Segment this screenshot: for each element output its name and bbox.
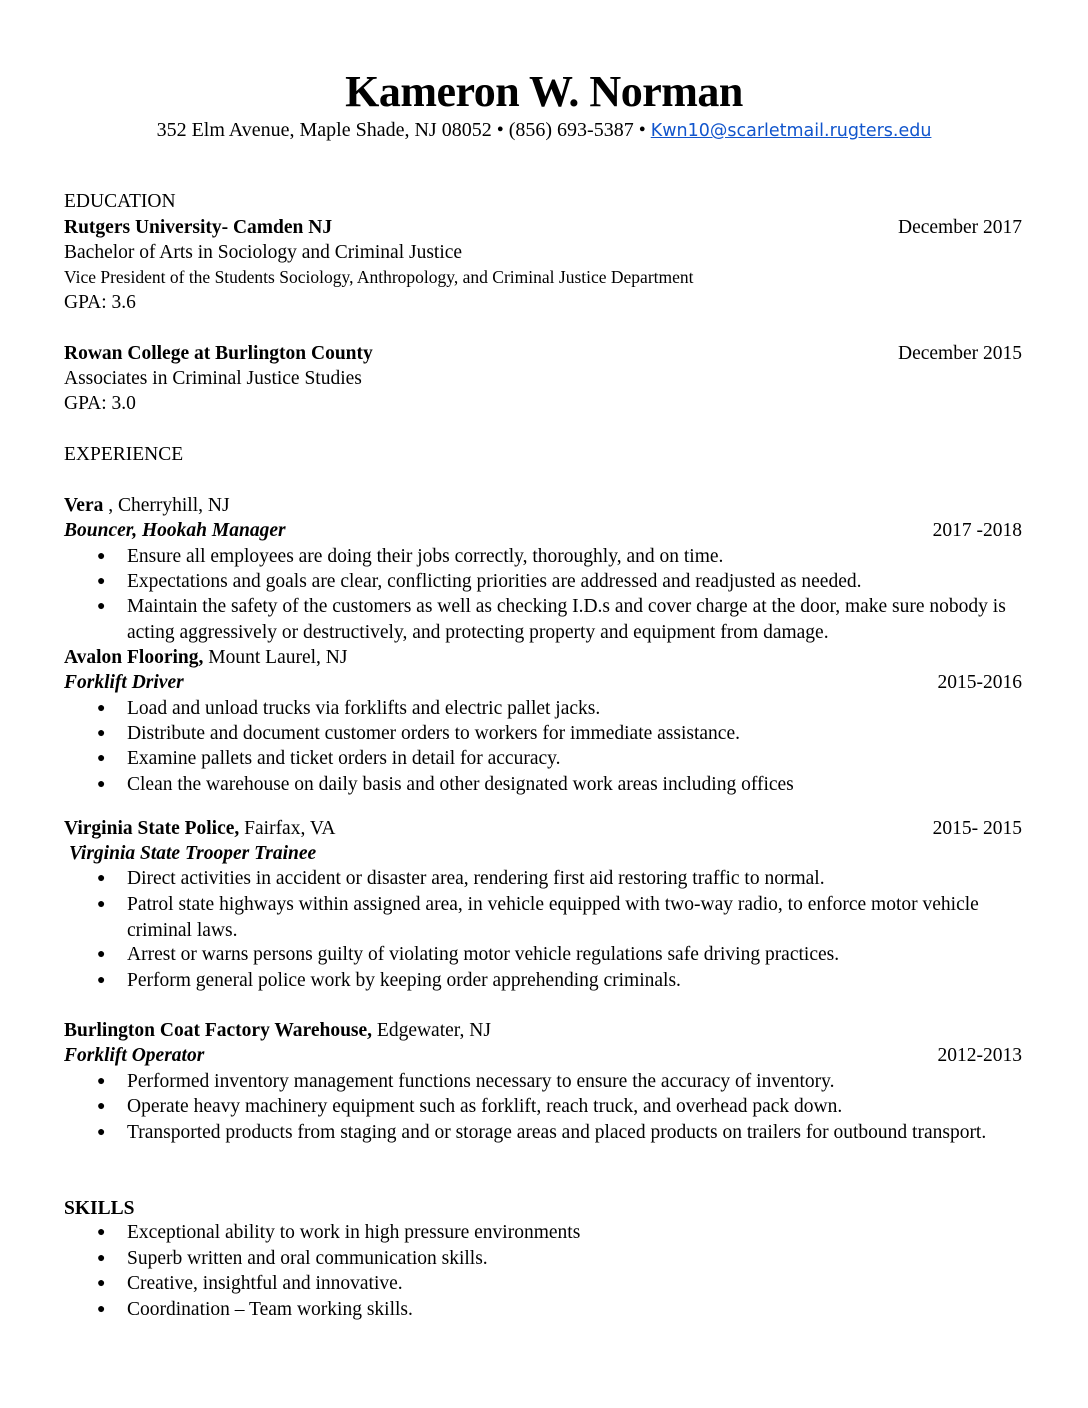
education-entry-school [64, 215, 1022, 240]
bullet-icon: ● [97, 701, 106, 716]
bullet-icon: ● [97, 1276, 106, 1291]
bullet-icon: ● [97, 1099, 106, 1114]
job-employer [64, 816, 1022, 841]
degree: Associates in Criminal Justice Studies [64, 368, 362, 389]
education-note: Vice President of the Students Sociology, Anthropology, and Criminal Justice Department [64, 267, 694, 287]
job-title: Forklift Driver [64, 672, 184, 693]
job-dates: 2012-2013 [937, 1045, 1022, 1066]
bullet-icon: ● [97, 1251, 106, 1266]
bullet-icon: ● [97, 726, 106, 741]
bullet-icon: ● [97, 599, 106, 614]
company-name: Avalon Flooring, [64, 647, 204, 668]
job-dates: 2017 -2018 [932, 520, 1022, 541]
job-title-row [64, 670, 1022, 695]
bullet-icon: ● [97, 549, 106, 564]
skills-heading: SKILLS [64, 1198, 135, 1219]
bullet-icon: ● [97, 1302, 106, 1317]
job-title-row [64, 1043, 1022, 1068]
bullet-icon: ● [97, 751, 106, 766]
job-dates: 2015-2016 [937, 672, 1022, 693]
gpa: GPA: 3.0 [64, 393, 136, 414]
job-location: Edgewater, NJ [372, 1020, 491, 1041]
education-entry-school [64, 341, 1022, 366]
separator: • [496, 119, 504, 141]
job-title-row [64, 518, 1022, 543]
bullet-icon: ● [97, 1225, 106, 1240]
school-name: Rowan College at Burlington County [64, 343, 373, 364]
graduation-date: December 2015 [898, 343, 1022, 364]
company-name: Virginia State Police, [64, 818, 240, 839]
email-link[interactable]: Kwn10@scarletmail.rugters.edu [650, 121, 932, 141]
job-title-row [69, 841, 1022, 866]
job-location: Mount Laurel, NJ [203, 647, 348, 668]
experience-heading: EXPERIENCE [64, 444, 184, 465]
contact-line [0, 117, 1088, 144]
job-location: Fairfax, VA [239, 818, 336, 839]
bullet-icon: ● [97, 1074, 106, 1089]
bullet-icon: ● [97, 947, 106, 962]
resume-page: Kameron W. Norman 352 Elm Avenue, Maple Shade, NJ 08052 • (856) 693-5387 • Kwn10@scarletmail.rugters.edu EDUCATION Rutgers University- Camden NJ December 2017 Bachelor of Arts in Sociology and Criminal Justice Vice President of the Students Sociology, Anthropology, and Criminal Justice Department GPA: 3.6 Rowan College at Burlington County December 2015 Associates in Criminal Justice Studies GPA: 3.0 EXPERIENCE Vera , Cherryhill, NJ Bouncer, Hookah Manager 2017 -2018 ● Ensure all employees are doing their jobs correctly, thoroughly, and on time. ● Expectations and goals are clear, conflicting priorities are addressed and readjusted as needed. ● Maintain the safety of the customers as well as checking I.D.s and cover charge at the door, make sure nobody is acting aggressively or destructively, and protecting property and equipment from damage. Avalon Flooring, Mount Laurel, NJ Forklift Driver 2015-2016 ● Load and unload trucks via forklifts and electric pallet jacks. ● Distribute and document customer orders to workers for immediate assistance. ● Examine pallets and ticket orders in detail for accuracy. ● Clean the warehouse on daily basis and other designated work areas including offices Virginia State Police, Fairfax, VA 2015- 2015 Virginia State Trooper Trainee ● Direct activities in accident or disaster area, rendering first aid restoring traffic to normal. ● Patrol state highways within assigned area, in vehicle equipped with two-way radio, to enforce motor vehicle criminal laws. ● Arrest or warns persons guilty of violating motor vehicle regulations safe driving practices. ● Perform general police work by keeping order apprehending criminals. Burlington Coat Factory Warehouse, Edgewater, NJ Forklift Operator 2012-2013 ● Performed inventory management functions necessary to ensure the accuracy of inventory. ● Operate heavy machinery equipment such as forklift, reach truck, and overhead pack down. ● Transported products from staging and or storage areas and placed products on trailers for outbound transport. SKILLS ● Exceptional ability to work in high pressure environments ● Superb written and oral communication skills. ● Creative, insightful and innovative. ● Coordination – Team working skills. [0, 0, 1088, 1408]
bullet-icon: ● [97, 871, 106, 886]
education-heading: EDUCATION [64, 191, 176, 212]
address: 352 Elm Avenue, Maple Shade, NJ 08052 [156, 119, 492, 141]
gpa: GPA: 3.6 [64, 292, 136, 313]
company-name: Vera [64, 495, 109, 516]
job-employer [64, 645, 1022, 670]
job-employer [64, 493, 1022, 518]
phone: (856) 693-5387 [508, 119, 634, 141]
job-title: Forklift Operator [64, 1045, 205, 1066]
bullet-icon: ● [97, 574, 106, 589]
job-title: Virginia State Trooper Trainee [69, 843, 317, 864]
job-location: , Cherryhill, NJ [108, 495, 230, 516]
job-dates: 2015- 2015 [932, 818, 1022, 839]
school-name: Rutgers University- Camden NJ [64, 217, 333, 238]
bullet-icon: ● [97, 1125, 106, 1140]
bullet-icon: ● [97, 897, 106, 912]
job-title: Bouncer, Hookah Manager [64, 520, 286, 541]
separator: • [638, 119, 646, 141]
job-employer [64, 1018, 1022, 1043]
graduation-date: December 2017 [898, 217, 1022, 238]
company-name: Burlington Coat Factory Warehouse, [64, 1020, 373, 1041]
bullet-icon: ● [97, 777, 106, 792]
candidate-name: Kameron W. Norman [345, 67, 743, 116]
bullet-icon: ● [97, 973, 106, 988]
degree: Bachelor of Arts in Sociology and Criminal Justice [64, 242, 463, 263]
